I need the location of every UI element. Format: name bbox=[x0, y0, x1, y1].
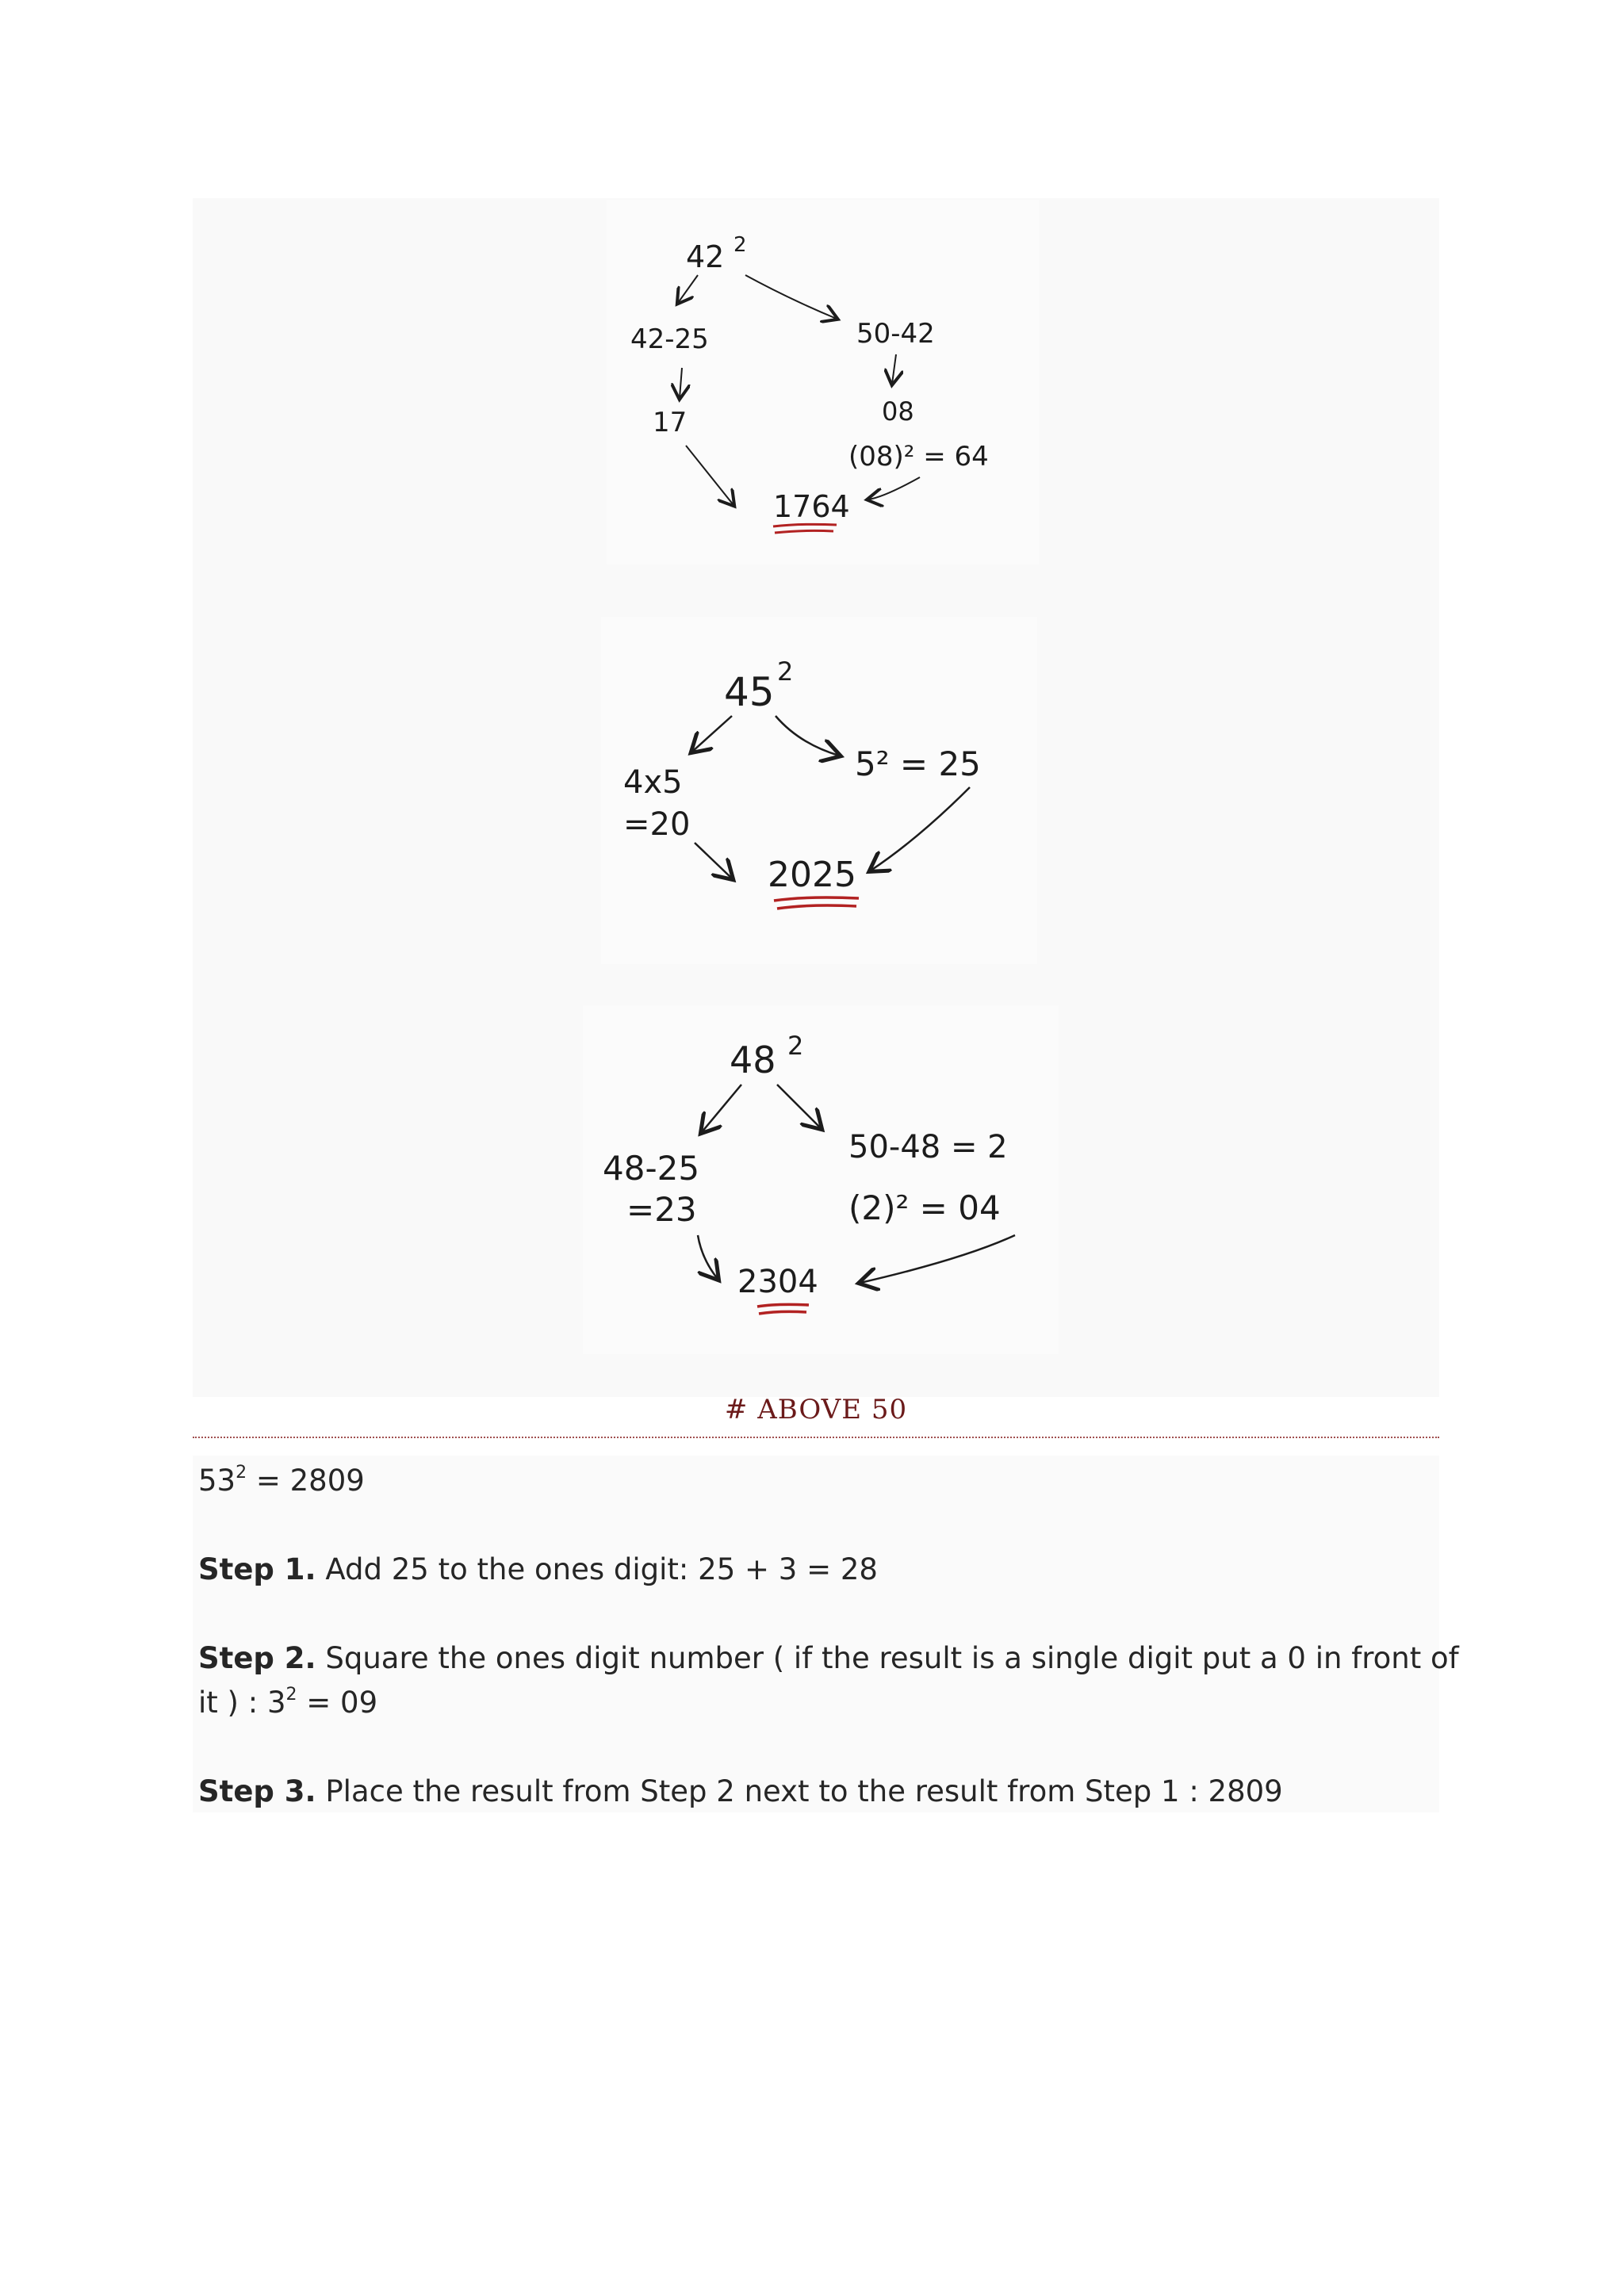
sketch-42-svg bbox=[607, 200, 1039, 564]
sketch-3-answer: 2304 bbox=[737, 1264, 818, 1300]
example-result: = 2809 bbox=[255, 1464, 365, 1498]
step-3-text: Place the result from Step 2 next to the result from Step 1 : 2809 bbox=[325, 1774, 1283, 1808]
sketch-1-arrow-to-answer-right bbox=[868, 477, 920, 499]
sketch-1-arrow-left bbox=[678, 275, 698, 303]
sketch-2-exp: 2 bbox=[777, 656, 794, 687]
sketch-1-arrow-right bbox=[745, 275, 837, 319]
sketch-48-squared bbox=[583, 1005, 1059, 1354]
step-2-text-3: = 09 bbox=[306, 1686, 378, 1720]
sketch-1-arrow-down-left bbox=[680, 368, 682, 398]
step-2-text: Square the ones digit number ( if the result is a single digit put a 0 in front of bbox=[325, 1641, 1459, 1675]
sketch-2-arrow-to-answer-right bbox=[871, 787, 970, 871]
sketch-2-arrow-right bbox=[776, 716, 839, 756]
section-heading: # ABOVE 50 bbox=[724, 1394, 908, 1425]
sketch-3-right-expr: 50-48 = 2 bbox=[848, 1129, 1008, 1165]
sketch-3-base: 48 bbox=[730, 1039, 776, 1081]
sketch-3-exp: 2 bbox=[787, 1031, 804, 1061]
step-2-label: Step 2. bbox=[198, 1641, 316, 1675]
sketch-48-svg bbox=[583, 1005, 1059, 1354]
sketch-2-base: 45 bbox=[724, 669, 775, 715]
sketch-3-left-result: =23 bbox=[626, 1190, 697, 1229]
example-exp: 2 bbox=[236, 1463, 247, 1483]
example-base: 53 bbox=[198, 1464, 236, 1498]
sketch-3-right-square: (2)² = 04 bbox=[848, 1188, 1001, 1227]
sketch-42-squared bbox=[607, 200, 1039, 564]
step-2-text-2: it ) : 3 bbox=[198, 1686, 286, 1720]
sketch-3-arrow-to-answer-right bbox=[860, 1235, 1015, 1283]
sketch-2-left-result: =20 bbox=[623, 806, 691, 843]
sketch-3-arrow-right bbox=[777, 1085, 821, 1128]
sketch-1-left-result: 17 bbox=[653, 407, 688, 438]
step-1-text: Add 25 to the ones digit: 25 + 3 = 28 bbox=[325, 1552, 878, 1586]
sketch-3-arrow-to-answer-left bbox=[698, 1235, 718, 1279]
sketch-2-left-expr: 4x5 bbox=[623, 764, 683, 801]
sketch-2-arrow-to-answer-left bbox=[695, 843, 732, 878]
sketch-1-exp: 2 bbox=[733, 233, 747, 257]
section-divider bbox=[193, 1437, 1439, 1438]
sketch-2-arrow-left bbox=[692, 716, 732, 752]
sketch-1-right-result: 08 bbox=[882, 396, 914, 427]
sketch-1-answer: 1764 bbox=[773, 489, 850, 524]
sketch-3-answer-underline bbox=[757, 1304, 809, 1314]
sketch-2-answer: 2025 bbox=[768, 855, 856, 895]
example-line bbox=[198, 1459, 365, 1503]
sketch-1-arrow-to-answer-left bbox=[686, 446, 733, 505]
sketch-3-left-expr: 48-25 bbox=[603, 1149, 700, 1188]
step-2-exp: 2 bbox=[285, 1685, 297, 1705]
sketch-1-right-expr: 50-42 bbox=[856, 318, 935, 350]
step-1 bbox=[198, 1548, 878, 1592]
sketch-1-left-expr: 42-25 bbox=[630, 323, 709, 355]
step-3 bbox=[198, 1770, 1283, 1814]
step-1-label: Step 1. bbox=[198, 1552, 316, 1586]
steps-background bbox=[193, 1456, 1439, 1812]
sketch-1-answer-underline bbox=[773, 524, 837, 533]
sketch-1-base: 42 bbox=[686, 239, 725, 274]
sketch-2-right-square: 5² = 25 bbox=[855, 744, 981, 783]
sketch-2-answer-underline bbox=[774, 897, 859, 909]
sketch-3-arrow-left bbox=[702, 1085, 741, 1132]
step-3-label: Step 3. bbox=[198, 1774, 316, 1808]
sketch-45-squared bbox=[601, 617, 1037, 964]
step-2 bbox=[198, 1636, 1459, 1681]
step-2-continued bbox=[198, 1681, 377, 1725]
sketch-1-right-square: (08)² = 64 bbox=[848, 441, 989, 473]
sketch-45-svg bbox=[601, 617, 1037, 964]
sketch-1-arrow-down-right bbox=[892, 354, 896, 384]
